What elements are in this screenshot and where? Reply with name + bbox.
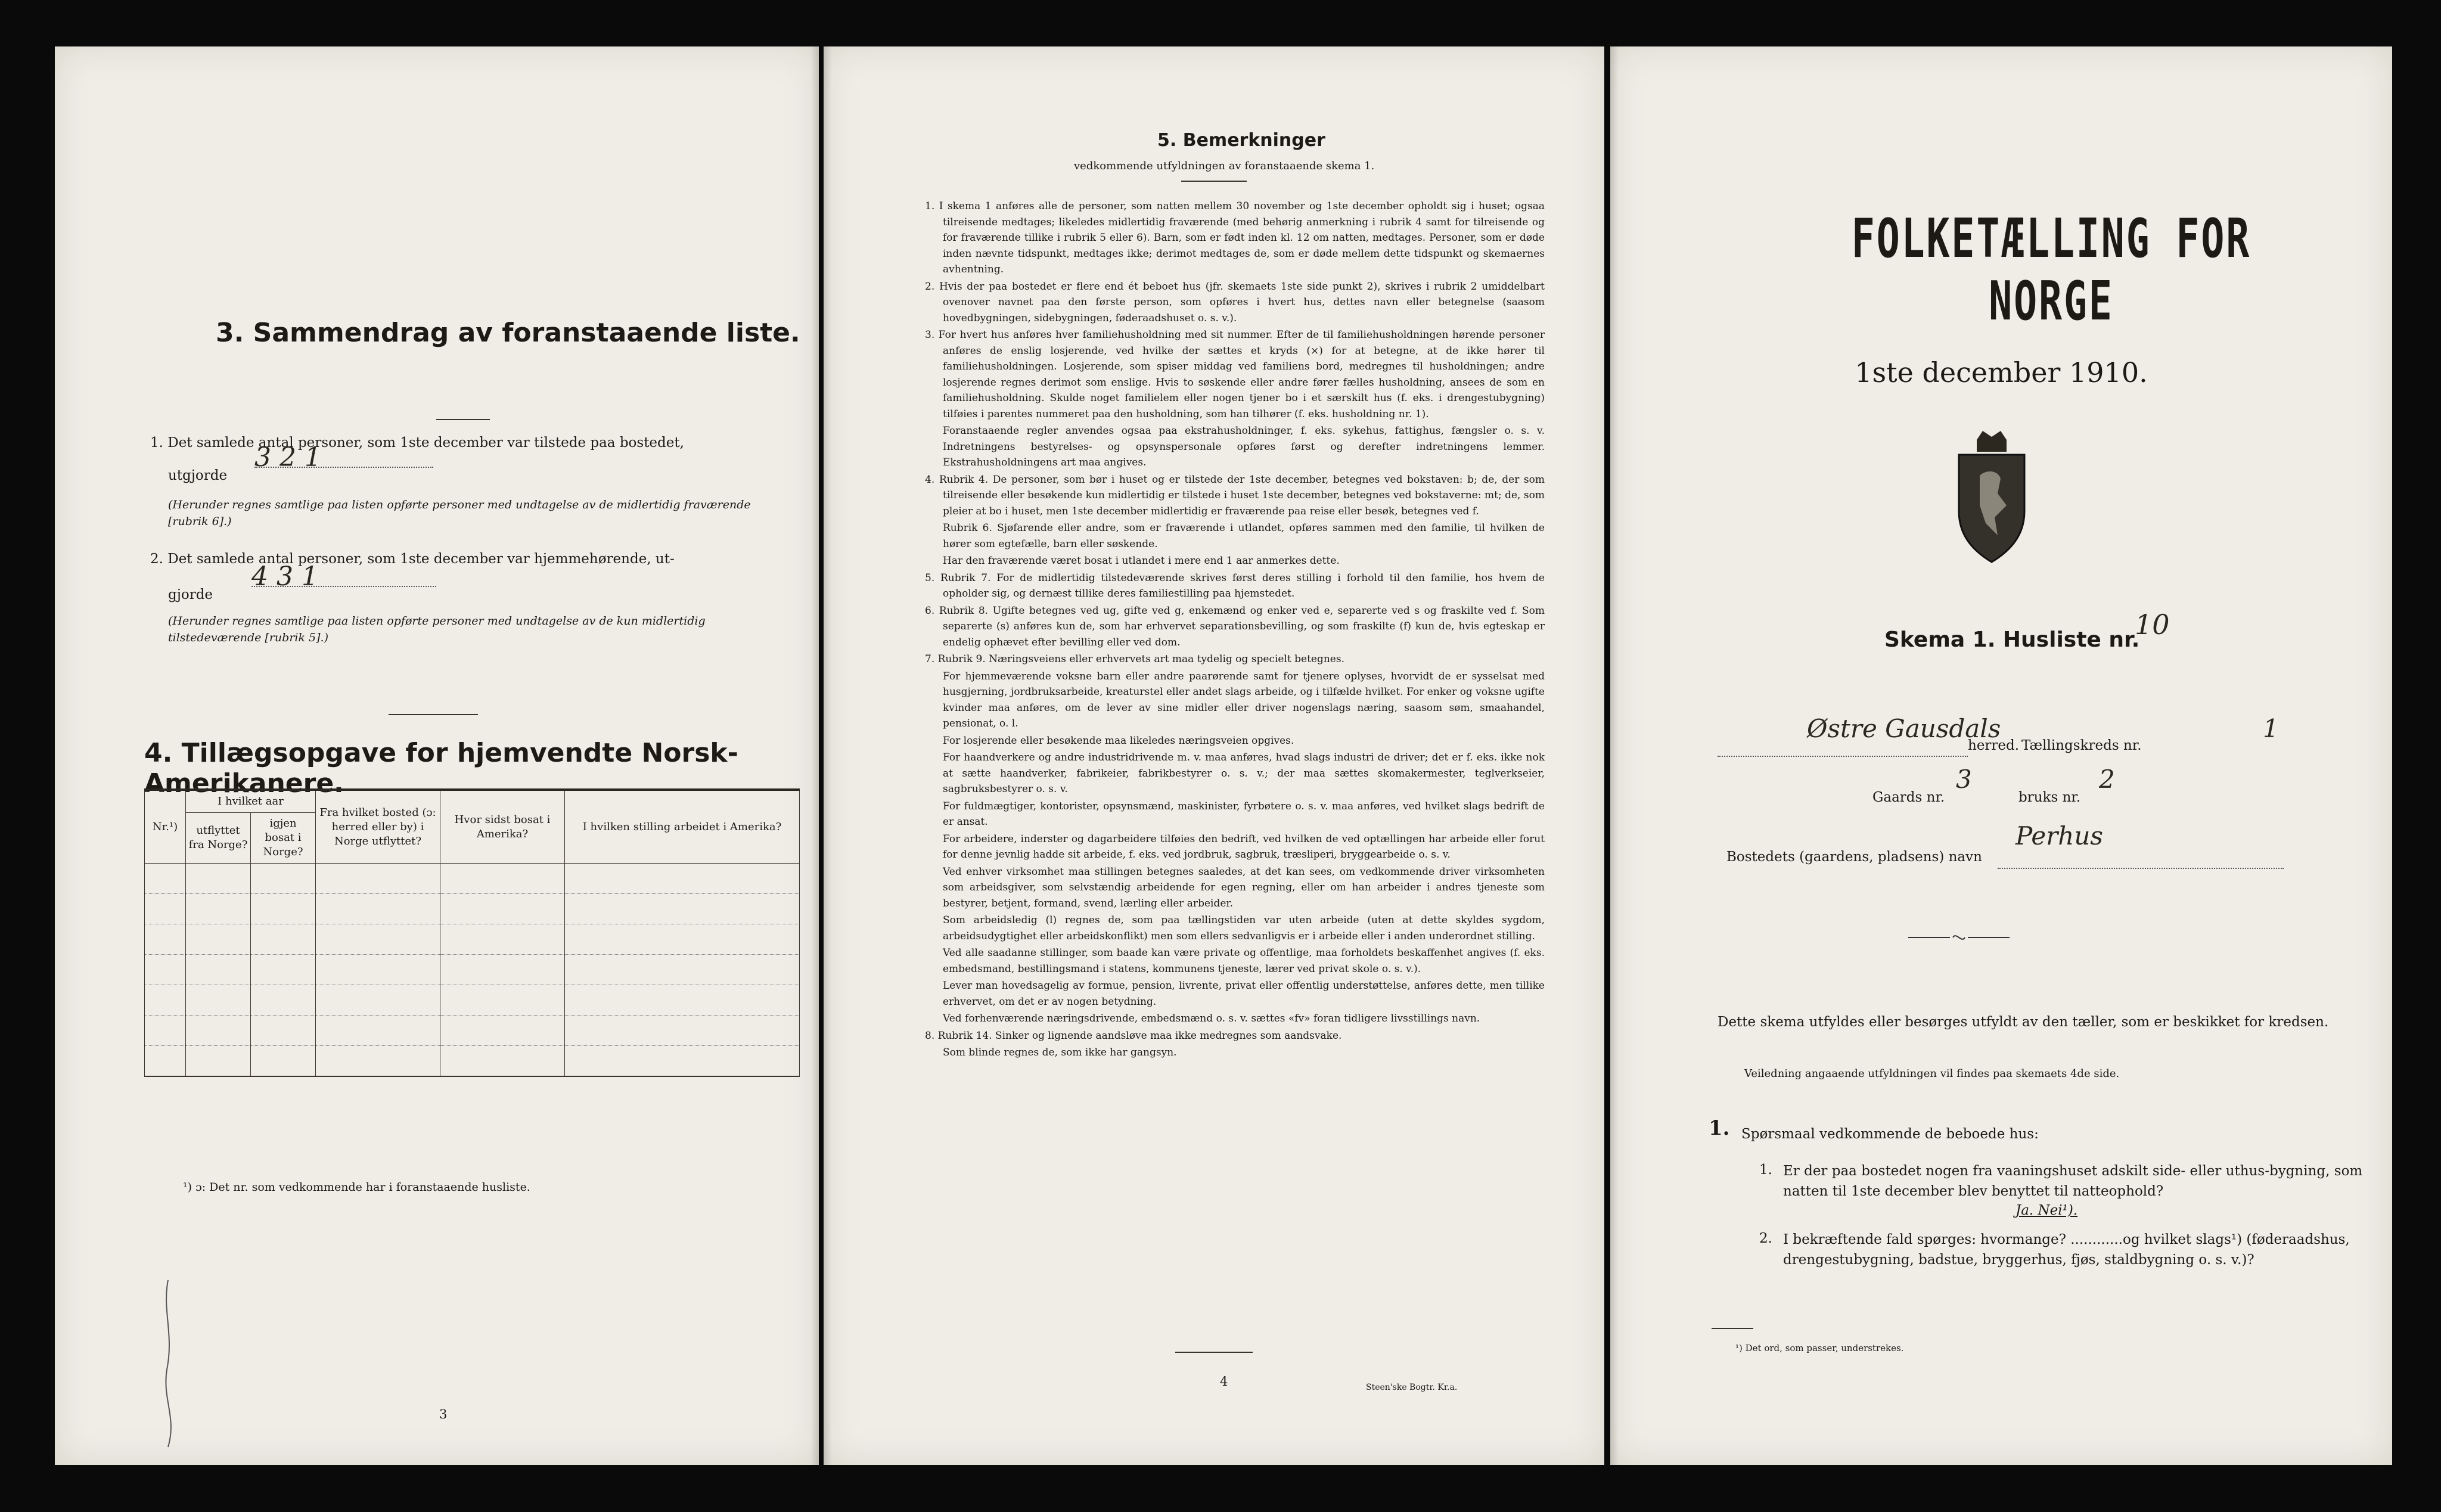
tilstede-count: 3 2 1 — [254, 449, 433, 468]
note-1: (Herunder regnes samtlige paa listen opførte personer med undtagelse av de midlertidig fraværende [rubrik 6].) — [168, 498, 751, 528]
table-footnote: ¹) ɔ: Det nr. som vedkommende har i foranstaaende husliste. — [183, 1181, 530, 1194]
taellingskreds-label: Tællingskreds nr. — [2021, 738, 2142, 753]
norsk-amerikanere-table — [144, 788, 800, 1077]
question-1-index: 1. — [1759, 1162, 1772, 1178]
divider — [1181, 181, 1247, 182]
skema-label: Skema 1. Husliste nr. — [1884, 628, 2140, 652]
list-item: Ved forhenværende næringsdrivende, embedsmænd o. s. v. sættes «fv» foran tidligere livsstillings navn. — [943, 1013, 1480, 1024]
bruks-value: 2 — [2099, 765, 2115, 794]
col-utflyttet: utflyttet fra Norge? — [186, 813, 251, 864]
list-item: 1. I skema 1 anføres alle de personer, som natten mellem 30 november og 1ste december opholdt sig i huset; ogsaa tilreisende medtages; likeledes midlertidig fraværende (med behørig anmerkning i rubrik 4 samt for tilreisende og for fraværende tillike i rubrik 5 eller 6). Barn, som er født inden kl. 12 om natten, medtages. Personer, som er døde inden nævnte tidspunkt, medtages ikke; derimot medtages de, som er døde mellem dette tidspunkt og skemaernes avhentning. — [925, 200, 1545, 275]
cover-page — [1610, 46, 2392, 1465]
note-2: (Herunder regnes samtlige paa listen opførte personer med undtagelse av de kun midlertidig tilstedeværende [rubrik 5].) — [168, 614, 706, 644]
question-2: I bekræftende fald spørges: hvormange? ............og hvilket slags¹) (føderaadshus, drengestubygning, badstue, bryggerhus, fjøs, staldbygning o. s. v.)? — [1783, 1232, 2350, 1268]
list-item: For arbeidere, inderster og dagarbeidere tilføies den bedrift, ved hvilken de ved optællingen har arbeide eller forut for denne jevnlig hadde sit arbeide, f. eks. ved jordbruk, sagbruk, træsliperi, bryggearbeide o. s. v. — [943, 833, 1545, 861]
list-item: 5. Rubrik 7. For de midlertidig tilstedeværende skrives først deres stilling i forhold til den familie, hos hvem de opholder sig, og dernæst tillike deres familiestilling paa hjemstedet. — [925, 572, 1545, 600]
table-row — [145, 1016, 800, 1046]
question-2-index: 2. — [1759, 1231, 1772, 1246]
table-row — [145, 985, 800, 1016]
herred-line — [1718, 756, 1968, 757]
list-item: Foranstaaende regler anvendes ogsaa paa ekstrahusholdninger, f. eks. sykehus, fattighus, fængsler o. s. v. Indretningens bestyrelses- og opsynspersonale opføres først og derefter indretningens lemmer. Ekstrahusholdningens art maa angives. — [943, 425, 1545, 468]
question-1-answer: Ja. Nei¹). — [2015, 1203, 2078, 1218]
herred-label: herred. — [1968, 738, 2020, 753]
heading-tillaegsopgave: 4. Tillægsopgave for hjemvendte Norsk-Amerikanere. — [144, 738, 738, 799]
printer-imprint: Steen'ske Bogtr. Kr.a. — [1366, 1383, 1458, 1392]
col-nr: Nr.¹) — [145, 790, 186, 864]
pencil-mark — [144, 1274, 192, 1453]
questions-heading: Spørsmaal vedkommende de beboede hus: — [1741, 1126, 2039, 1142]
heading-bemerkninger: 5. Bemerkninger — [1157, 130, 1325, 151]
page-4-bemerkninger — [824, 46, 1604, 1465]
utgjorde-label-2: gjorde — [168, 587, 213, 603]
list-item: 3. For hvert hus anføres hver familiehusholdning med sit nummer. Efter de til familiehusholdningen hørende personer anføres de enslig losjerende, ved hvilke der sættes et kryds (×) for at betegne, at de ikke hører til familiehusholdningen. Losjerende, som spiser middag ved familiens bord, medregnes til husholdningen; andre losjerende regnes derimot som enslige. Hvis to søskende eller andre fører fælles husholdning, ansees de som en familiehusholdning. Skulde noget familielem eller nogen tjener bo i et særskilt hus (f. eks. i drengestubygning) tilføies i parentes nummeret paa den husholdning, som han tilhører (f. eks. husholdning nr. 1). — [925, 329, 1545, 420]
list-item: For fuldmægtiger, kontorister, opsynsmænd, maskinister, fyrbøtere o. s. v. maa anføres, ved hvilket slags bedrift de er ansat. — [943, 800, 1545, 828]
col-bosted-norge: Fra hvilket bosted (ɔ: herred eller by) i Norge utflyttet? — [316, 790, 440, 864]
list-item: Som blinde regnes de, som ikke har gangsyn. — [943, 1047, 1177, 1058]
list-item: 6. Rubrik 8. Ugifte betegnes ved ug, gifte ved g, enkemænd og enker ved e, separerte ved s og fraskilte ved f. Som separerte (s) anføres kun de, som har erhvervet separationsbevilling, og som fraskilte (f) kun de, hvis egteskap er endelig ophævet efter bevilling eller ved dom. — [925, 604, 1545, 648]
bruks-label: bruks nr. — [2018, 790, 2081, 805]
hjemmehorende-count: 4 3 1 — [251, 568, 436, 587]
col-aar: I hvilket aar — [186, 790, 316, 813]
subheading-bemerkninger: vedkommende utfyldningen av foranstaaende skema 1. — [1074, 160, 1375, 172]
col-bosat-amerika: Hvor sidst bosat i Amerika? — [440, 790, 565, 864]
page-fold — [824, 46, 832, 1465]
divider — [389, 714, 478, 715]
table-row — [145, 864, 800, 894]
col-igjen-bosat: igjen bosat i Norge? — [251, 813, 316, 864]
instruction-text: Dette skema utfyldes eller besørges utfyldt av den tæller, som er beskikket for kredsen. — [1718, 1014, 2329, 1030]
list-item: For hjemmeværende voksne barn eller andre paarørende samt for tjenere oplyses, hvorvidt de er sysselsat med husgjerning, jordbruksarbeide, kreaturstel eller andet slags arbeide, og i tilfælde hvilket. For enker og voksne ugifte kvinder maa anføres, om de lever av sine midler eller driver nogenslags næring, saasom søm, smaahandel, pensionat, o. l. — [943, 670, 1545, 729]
list-item: Lever man hovedsagelig av formue, pension, livrente, privat eller offentlig understøttelse, anføres dette, men tillike erhvervet, om det er av nogen betydning. — [943, 980, 1545, 1008]
bemerkninger-list — [925, 198, 1545, 1062]
herred-value: Østre Gausdals — [1807, 714, 2001, 743]
table-row — [145, 955, 800, 985]
gaards-value: 3 — [1956, 765, 1972, 794]
norway-coat-of-arms-icon — [1953, 428, 2030, 565]
sammendrag-item-2: 2. Det samlede antal personer, som 1ste december var hjemmehørende, ut- — [150, 551, 675, 567]
table-row — [145, 894, 800, 924]
cover-footnote: ¹) Det ord, som passer, understrekes. — [1735, 1343, 1904, 1353]
page-3-sammendrag — [55, 46, 819, 1465]
list-item: For losjerende eller besøkende maa likeledes næringsveien opgives. — [943, 734, 1294, 747]
utgjorde-label-1: utgjorde — [168, 468, 228, 483]
list-item: Som arbeidsledig (l) regnes de, som paa tællingstiden var uten arbeide (uten at dette skyldes sygdom, arbeidsudygtighet eller arbeidskonflikt) men som ellers sedvanligvis er i arbeide eller i anden underordnet stilling. — [943, 914, 1545, 942]
census-title: FOLKETÆLLING FOR NORGE — [1851, 207, 2251, 333]
question-1: Er der paa bostedet nogen fra vaaningshuset adskilt side- eller uthus-bygning, som natten til 1ste december blev benyttet til natteophold? — [1783, 1163, 2363, 1199]
page-number: 4 — [1220, 1374, 1228, 1389]
list-item: 2. Hvis der paa bostedet er flere end ét beboet hus (jfr. skemaets 1ste side punkt 2), skrives i rubrik 2 umiddelbart ovenover navnet paa den første person, som opføres i hvert hus, dettes navn eller betegnelse (saasom hovedbygningen, sidebygningen, føderaadshuset o. s. v.). — [925, 280, 1545, 324]
bosted-value: Perhus — [2015, 821, 2103, 850]
taellingskreds-value: 1 — [2263, 714, 2279, 743]
husliste-number: 10 — [2135, 608, 2170, 641]
divider — [1175, 1352, 1253, 1353]
list-item: 8. Rubrik 14. Sinker og lignende aandsløve maa ikke medregnes som aandsvake. — [925, 1029, 1342, 1042]
page-fold — [1610, 46, 1619, 1465]
heading-sammendrag: 3. Sammendrag av foranstaaende liste. — [216, 318, 800, 348]
col-stilling-amerika: I hvilken stilling arbeidet i Amerika? — [565, 790, 800, 864]
list-item: 4. Rubrik 4. De personer, som bør i huset og er tilstede der 1ste december, betegnes ved bokstaven: b; de, der som tilreisende eller besøkende kun midlertidig er tilstede i huset 1ste december, betegnes ved bokstaverne: mt; de, som pleier at bo i huset, men 1ste december midlertidig er fraværende paa reise eller besøk, betegnes ved f. — [925, 473, 1545, 517]
veiledning-text: Veiledning angaaende utfyldningen vil findes paa skemaets 4de side. — [1744, 1067, 2120, 1080]
divider — [436, 419, 490, 420]
sammendrag-item-1: 1. Det samlede antal personer, som 1ste december var tilstede paa bostedet, — [150, 435, 684, 451]
page-fold — [810, 46, 819, 1465]
table-row — [145, 1046, 800, 1077]
bosted-label: Bostedets (gaardens, pladsens) navn — [1726, 849, 1982, 865]
list-item: Ved alle saadanne stillinger, som baade kan være private og offentlige, maa forholdets beskaffenhet angives (f. eks. embedsmand, bestillingsmand i statens, kommunens tjeneste, lærer ved privat skole o. s. v.). — [943, 947, 1545, 975]
list-item: Ved enhver virksomhet maa stillingen betegnes saaledes, at det kan sees, om vedkommende driver virksomheten som arbeidsgiver, som selvstændig arbeidende for egen regning, eller om han arbeider i andres tjeneste som bestyrer, betjent, formand, svend, lærling eller arbeider. — [943, 865, 1545, 909]
divider — [1712, 1328, 1753, 1329]
list-item: 7. Rubrik 9. Næringsveiens eller erhvervets art maa tydelig og specielt betegnes. — [925, 653, 1344, 665]
ornament-divider — [1908, 929, 2010, 946]
question-1-number: 1. — [1709, 1116, 1730, 1140]
list-item: For haandverkere og andre industridrivende m. v. maa anføres, hvad slags industri de driver; det er f. eks. ikke nok at sætte haandverker, fabrikeier, fabrikbestyrer o. s. v.; der maa sættes skomakermester, teglverkseier, sagbruksbestyrer o. s. v. — [943, 752, 1545, 795]
list-item: Rubrik 6. Sjøfarende eller andre, som er fraværende i utlandet, opføres sammen med den familie, til hvilken de hører som egtefælle, barn eller søskende. — [943, 522, 1545, 550]
gaards-label: Gaards nr. — [1872, 790, 1945, 805]
table-row — [145, 924, 800, 955]
bosted-line — [1998, 868, 2284, 869]
page-number: 3 — [439, 1407, 448, 1421]
list-item: Har den fraværende været bosat i utlandet i mere end 1 aar anmerkes dette. — [943, 555, 1340, 567]
census-date: 1ste december 1910. — [1855, 356, 2148, 389]
